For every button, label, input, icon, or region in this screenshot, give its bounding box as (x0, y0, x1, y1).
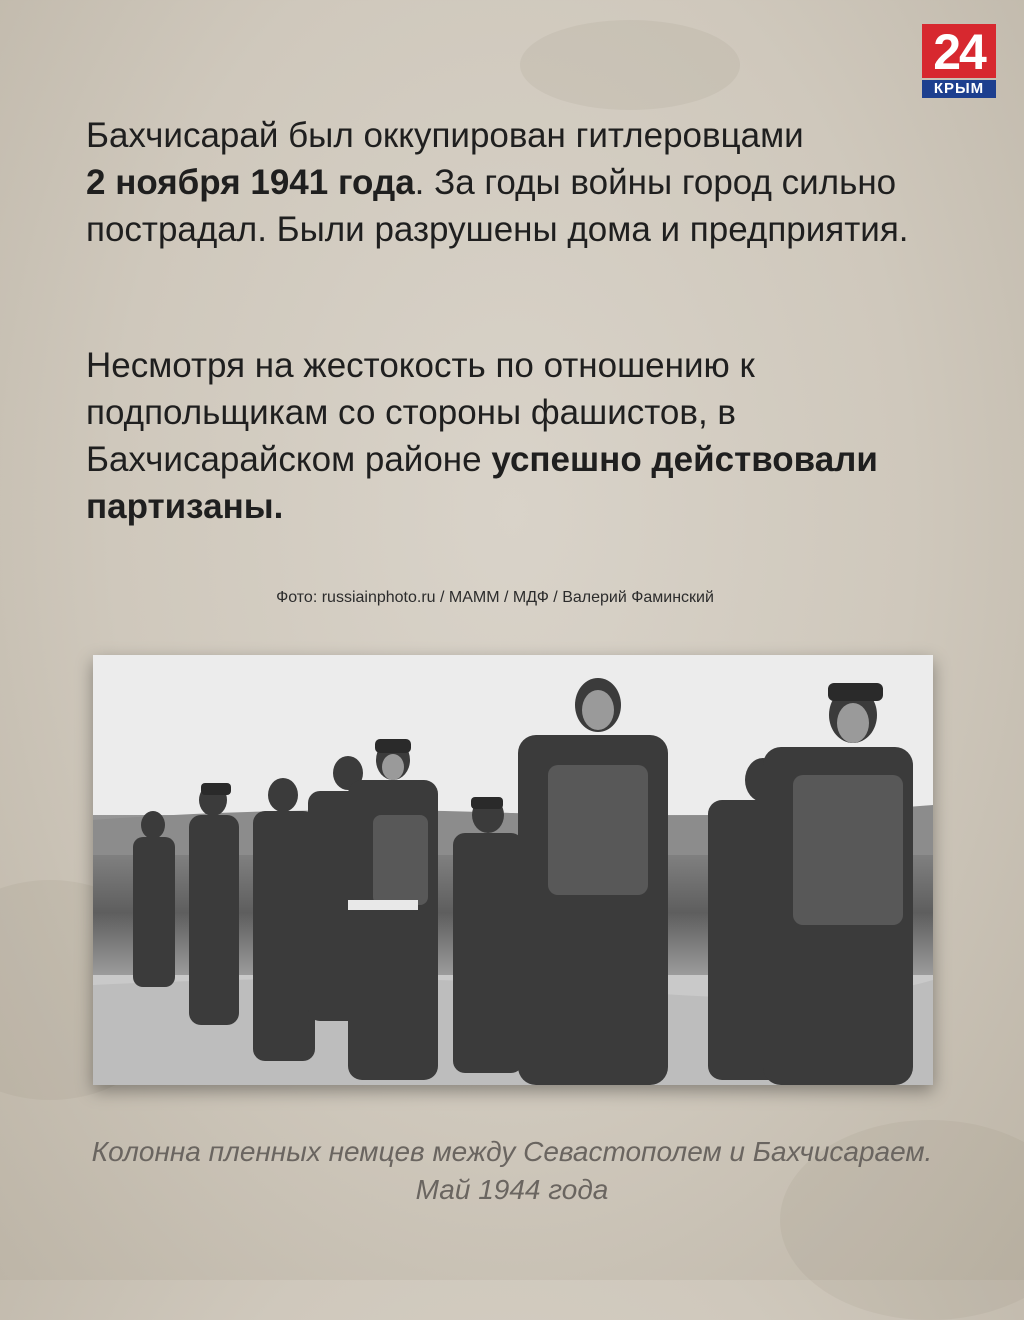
logo-number: 24 (922, 24, 996, 78)
photo-prisoners-column (93, 655, 933, 1085)
paragraph1-date: 2 ноября 1941 года (86, 163, 415, 202)
photo-caption (0, 1133, 1024, 1209)
caption-line2: Май 1944 года (415, 1174, 609, 1205)
paragraph2-text: Несмотря на жестокость по отношению к подпольщикам со стороны фашистов, в Бахчисарайском районе (86, 346, 755, 479)
krym24-logo (922, 24, 996, 98)
paragraph1-rest: . За годы войны город сильно пострадал. Были разрушены дома и предприятия. (86, 163, 909, 249)
paragraph-occupation (86, 112, 946, 253)
logo-label: КРЫМ (922, 80, 996, 98)
photo-credit: Фото: russiainphoto.ru / МАММ / МДФ / Валерий Фаминский (276, 589, 714, 606)
caption-line1: Колонна пленных немцев между Севастополем и Бахчисараем. (91, 1136, 933, 1167)
paragraph-partisans (86, 342, 946, 530)
paragraph2-bold: успешно действовали партизаны. (86, 440, 878, 526)
paragraph1-line1: Бахчисарай был оккупирован гитлеровцами (86, 116, 804, 155)
historical-photo (93, 655, 933, 1085)
